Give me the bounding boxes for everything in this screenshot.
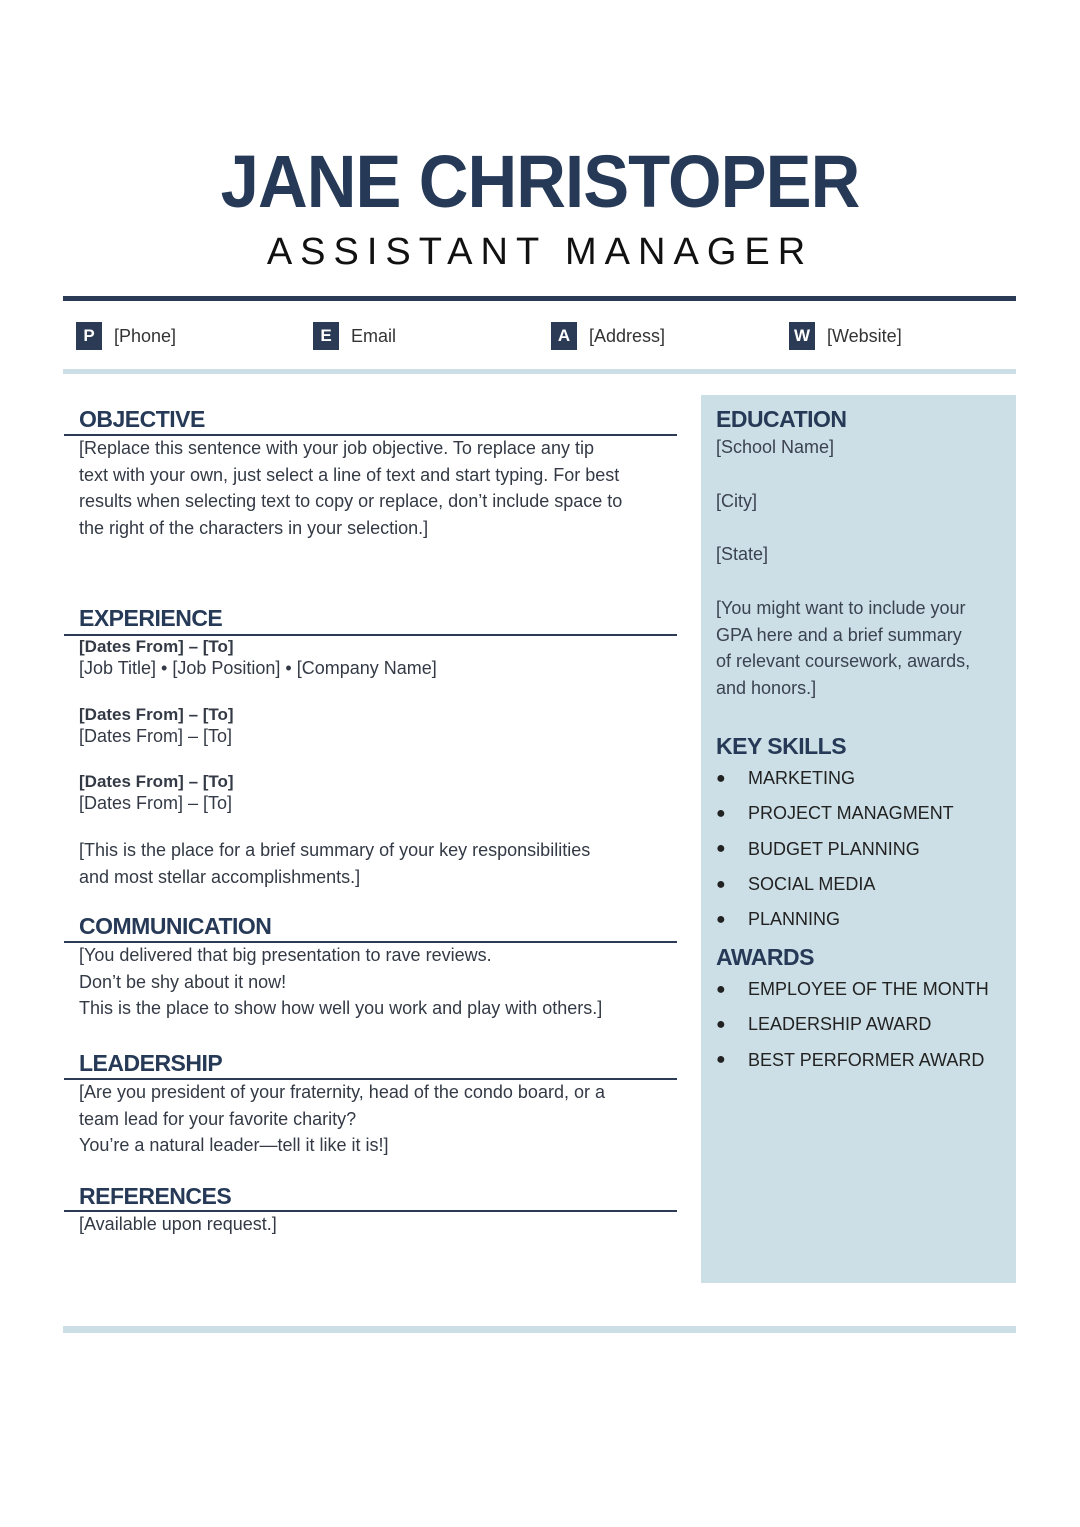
resume-name: JANE CHRISTOPER [220,140,860,223]
bullet-icon: ● [716,980,726,998]
bullet-icon: ● [716,1051,726,1069]
award-label: LEADERSHIP AWARD [748,1014,932,1035]
experience-summary-line: [This is the place for a brief summary of your key responsibilities [79,840,591,860]
website-icon: W [789,322,815,350]
objective-line: [Replace this sentence with your job objective. To replace any tip [79,438,594,458]
contact-address-text: [Address] [589,325,666,346]
education-state: [State] [716,544,769,564]
skill-label: PROJECT MANAGMENT [748,803,954,824]
experience-dates: [Dates From] – [To] [79,772,234,791]
resume-role: ASSISTANT MANAGER [266,231,814,273]
contact-website [789,322,902,350]
contact-website-text: [Website] [827,325,902,346]
education-school: [School Name] [716,437,835,457]
award-label: BEST PERFORMER AWARD [748,1049,985,1070]
communication-text [79,942,679,1022]
leadership-text [79,1079,679,1159]
experience-detail: [Job Title] • [Job Position] • [Company Name] [79,658,437,678]
communication-line: This is the place to show how well you work and play with others.] [79,998,603,1018]
contact-email-text: Email [351,325,397,346]
experience-rule [64,634,677,636]
references-text: [Available upon request.] [79,1214,277,1234]
experience-summary-line: and most stellar accomplishments.] [79,866,361,887]
bullet-icon: ● [716,910,726,928]
bullet-icon: ● [716,875,726,893]
skill-label: BUDGET PLANNING [748,838,920,859]
skill-label: MARKETING [748,768,856,789]
leadership-line: team lead for your favorite charity? [79,1108,357,1129]
experience-entry [79,772,679,815]
phone-icon: P [76,322,102,350]
bullet-icon: ● [716,840,726,858]
education-note-line: of relevant coursework, awards, [716,651,971,671]
experience-entry [79,637,679,680]
education-city: [City] [716,491,758,511]
education-note-line: and honors.] [716,677,817,698]
bullet-icon: ● [716,804,726,822]
experience-detail: [Dates From] – [To] [79,793,233,813]
communication-heading: COMMUNICATION [79,913,272,939]
award-label: EMPLOYEE OF THE MONTH [748,979,989,1000]
references-heading: REFERENCES [79,1183,232,1209]
experience-entry [79,705,679,748]
list-item [716,832,1006,867]
communication-line: Don’t be shy about it now! [79,971,287,992]
experience-dates: [Dates From] – [To] [79,705,234,724]
skill-label: PLANNING [748,909,841,930]
key-skills-heading: KEY SKILLS [716,733,847,759]
list-item [716,1007,1006,1042]
bullet-icon: ● [716,769,726,787]
education-note-line: [You might want to include your [716,598,966,618]
experience-detail: [Dates From] – [To] [79,726,233,746]
contact-phone-text: [Phone] [114,325,177,346]
leadership-line: [Are you president of your fraternity, head of the condo board, or a [79,1082,605,1102]
list-item [716,796,1006,831]
list-item [716,972,1006,1007]
contact-address [551,322,665,350]
bullet-icon: ● [716,1015,726,1033]
list-item [716,1043,1006,1078]
contact-divider [63,369,1016,374]
objective-line: text with your own, just select a line of text and start typing. For best [79,464,620,485]
key-skills-list [716,761,1006,937]
list-item [716,761,1006,796]
contact-email [313,322,396,350]
experience-dates: [Dates From] – [To] [79,637,234,656]
objective-heading: OBJECTIVE [79,406,205,432]
objective-line: the right of the characters in your selection.] [79,517,429,538]
skill-label: SOCIAL MEDIA [748,874,876,895]
list-item [716,902,1006,937]
leadership-heading: LEADERSHIP [79,1050,223,1076]
awards-list [716,972,1006,1078]
list-item [716,867,1006,902]
contact-phone [76,322,176,350]
education-note-line: GPA here and a brief summary [716,624,962,645]
communication-line: [You delivered that big presentation to rave reviews. [79,945,492,965]
objective-text [79,435,679,541]
awards-heading: AWARDS [716,944,814,970]
education-note [716,595,1006,701]
objective-line: results when selecting text to copy or replace, don’t include space to [79,491,623,511]
header-divider [63,296,1016,301]
footer-divider [63,1326,1016,1333]
experience-heading: EXPERIENCE [79,605,223,631]
address-icon: A [551,322,577,350]
education-heading: EDUCATION [716,406,847,432]
leadership-line: You’re a natural leader—tell it like it is!] [79,1135,389,1155]
experience-summary [79,837,679,890]
email-icon: E [313,322,339,350]
